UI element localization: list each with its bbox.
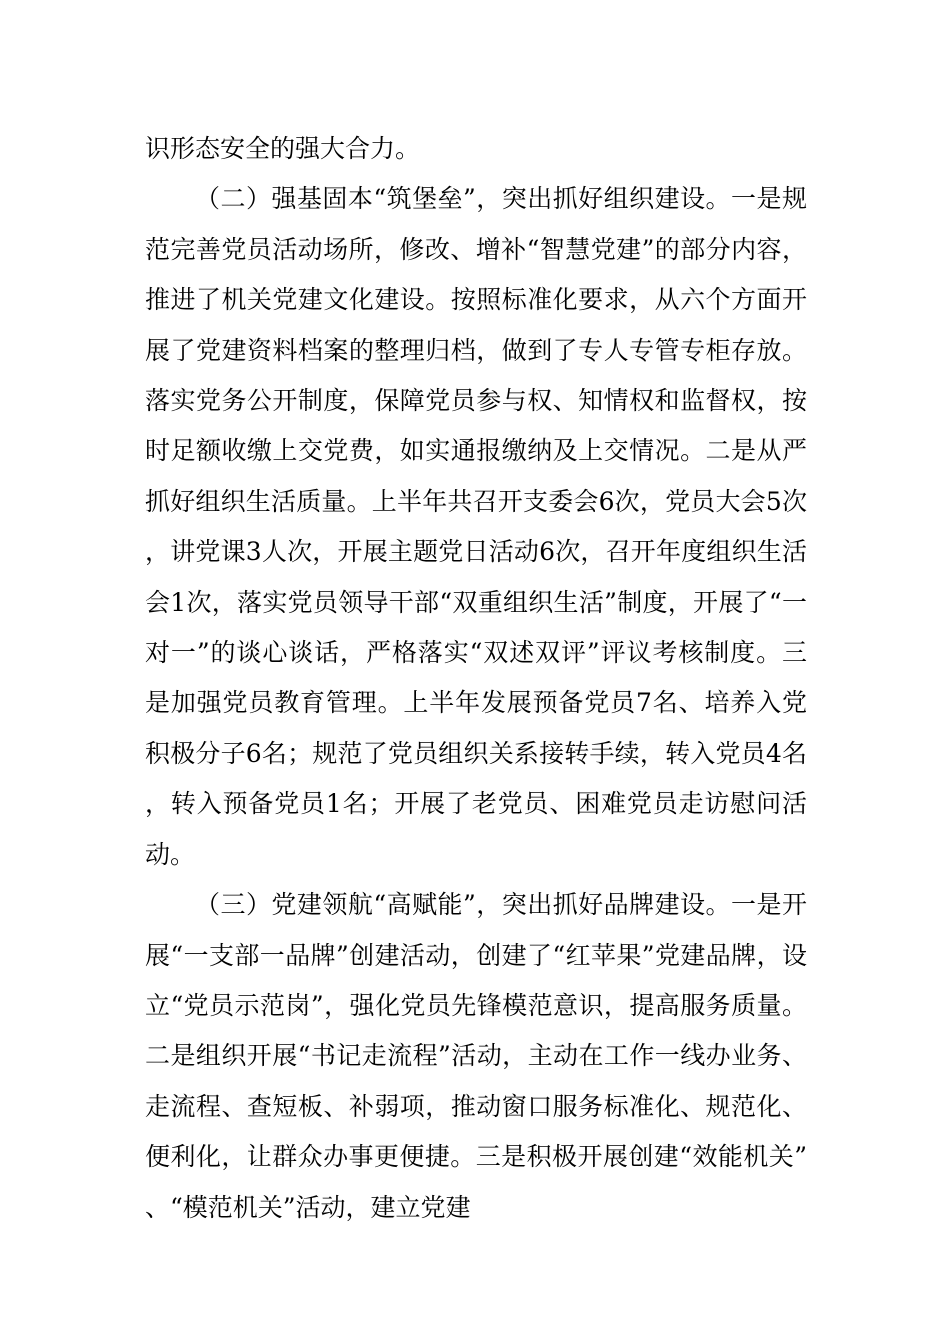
paragraph-section-3-brand: （三）党建领航“高赋能”，突出抓好品牌建设。一是开展“一支部一品牌”创建活动，创建了“红苹果”党建品牌，设立“党员示范岗”，强化党员先锋模范意识，提高服务质量。二是组织开展“书记走流程”活动，主动在工作一线办业务、走流程、查短板、补弱项，推动窗口服务标准化、规范化、便利化，让群众办事更便捷。三是积极开展创建“效能机关”、“模范机关”活动，建立党建 (145, 890, 807, 1222)
paragraph-section-2-organization: （二）强基固本“筑堡垒”，突出抓好组织建设。一是规范完善党员活动场所，修改、增补“智慧党建”的部分内容，推进了机关党建文化建设。按照标准化要求，从六个方面开展了党建资料档案的整理归档，做到了专人专管专柜存放。落实党务公开制度，保障党员参与权、知情权和监督权，按时足额收缴上交党费，如实通报缴纳及上交情况。二是从严抓好组织生活质量。上半年共召开支委会6次，党员大会5次，讲党课3人次，开展主题党日活动6次，召开年度组织生活会1次，落实党员领导干部“双重组织生活”制度，开展了“一对一”的谈心谈话，严格落实“双述双评”评议考核制度。三是加强党员教育管理。上半年发展预备党员7名、培养入党积极分子6名；规范了党员组织关系接转手续，转入党员4名，转入预备党员1名；开展了老党员、困难党员走访慰问活动。 (145, 184, 807, 869)
document-body (145, 124, 807, 1233)
paragraph-continuation: 识形态安全的强大合力。 (145, 134, 421, 163)
